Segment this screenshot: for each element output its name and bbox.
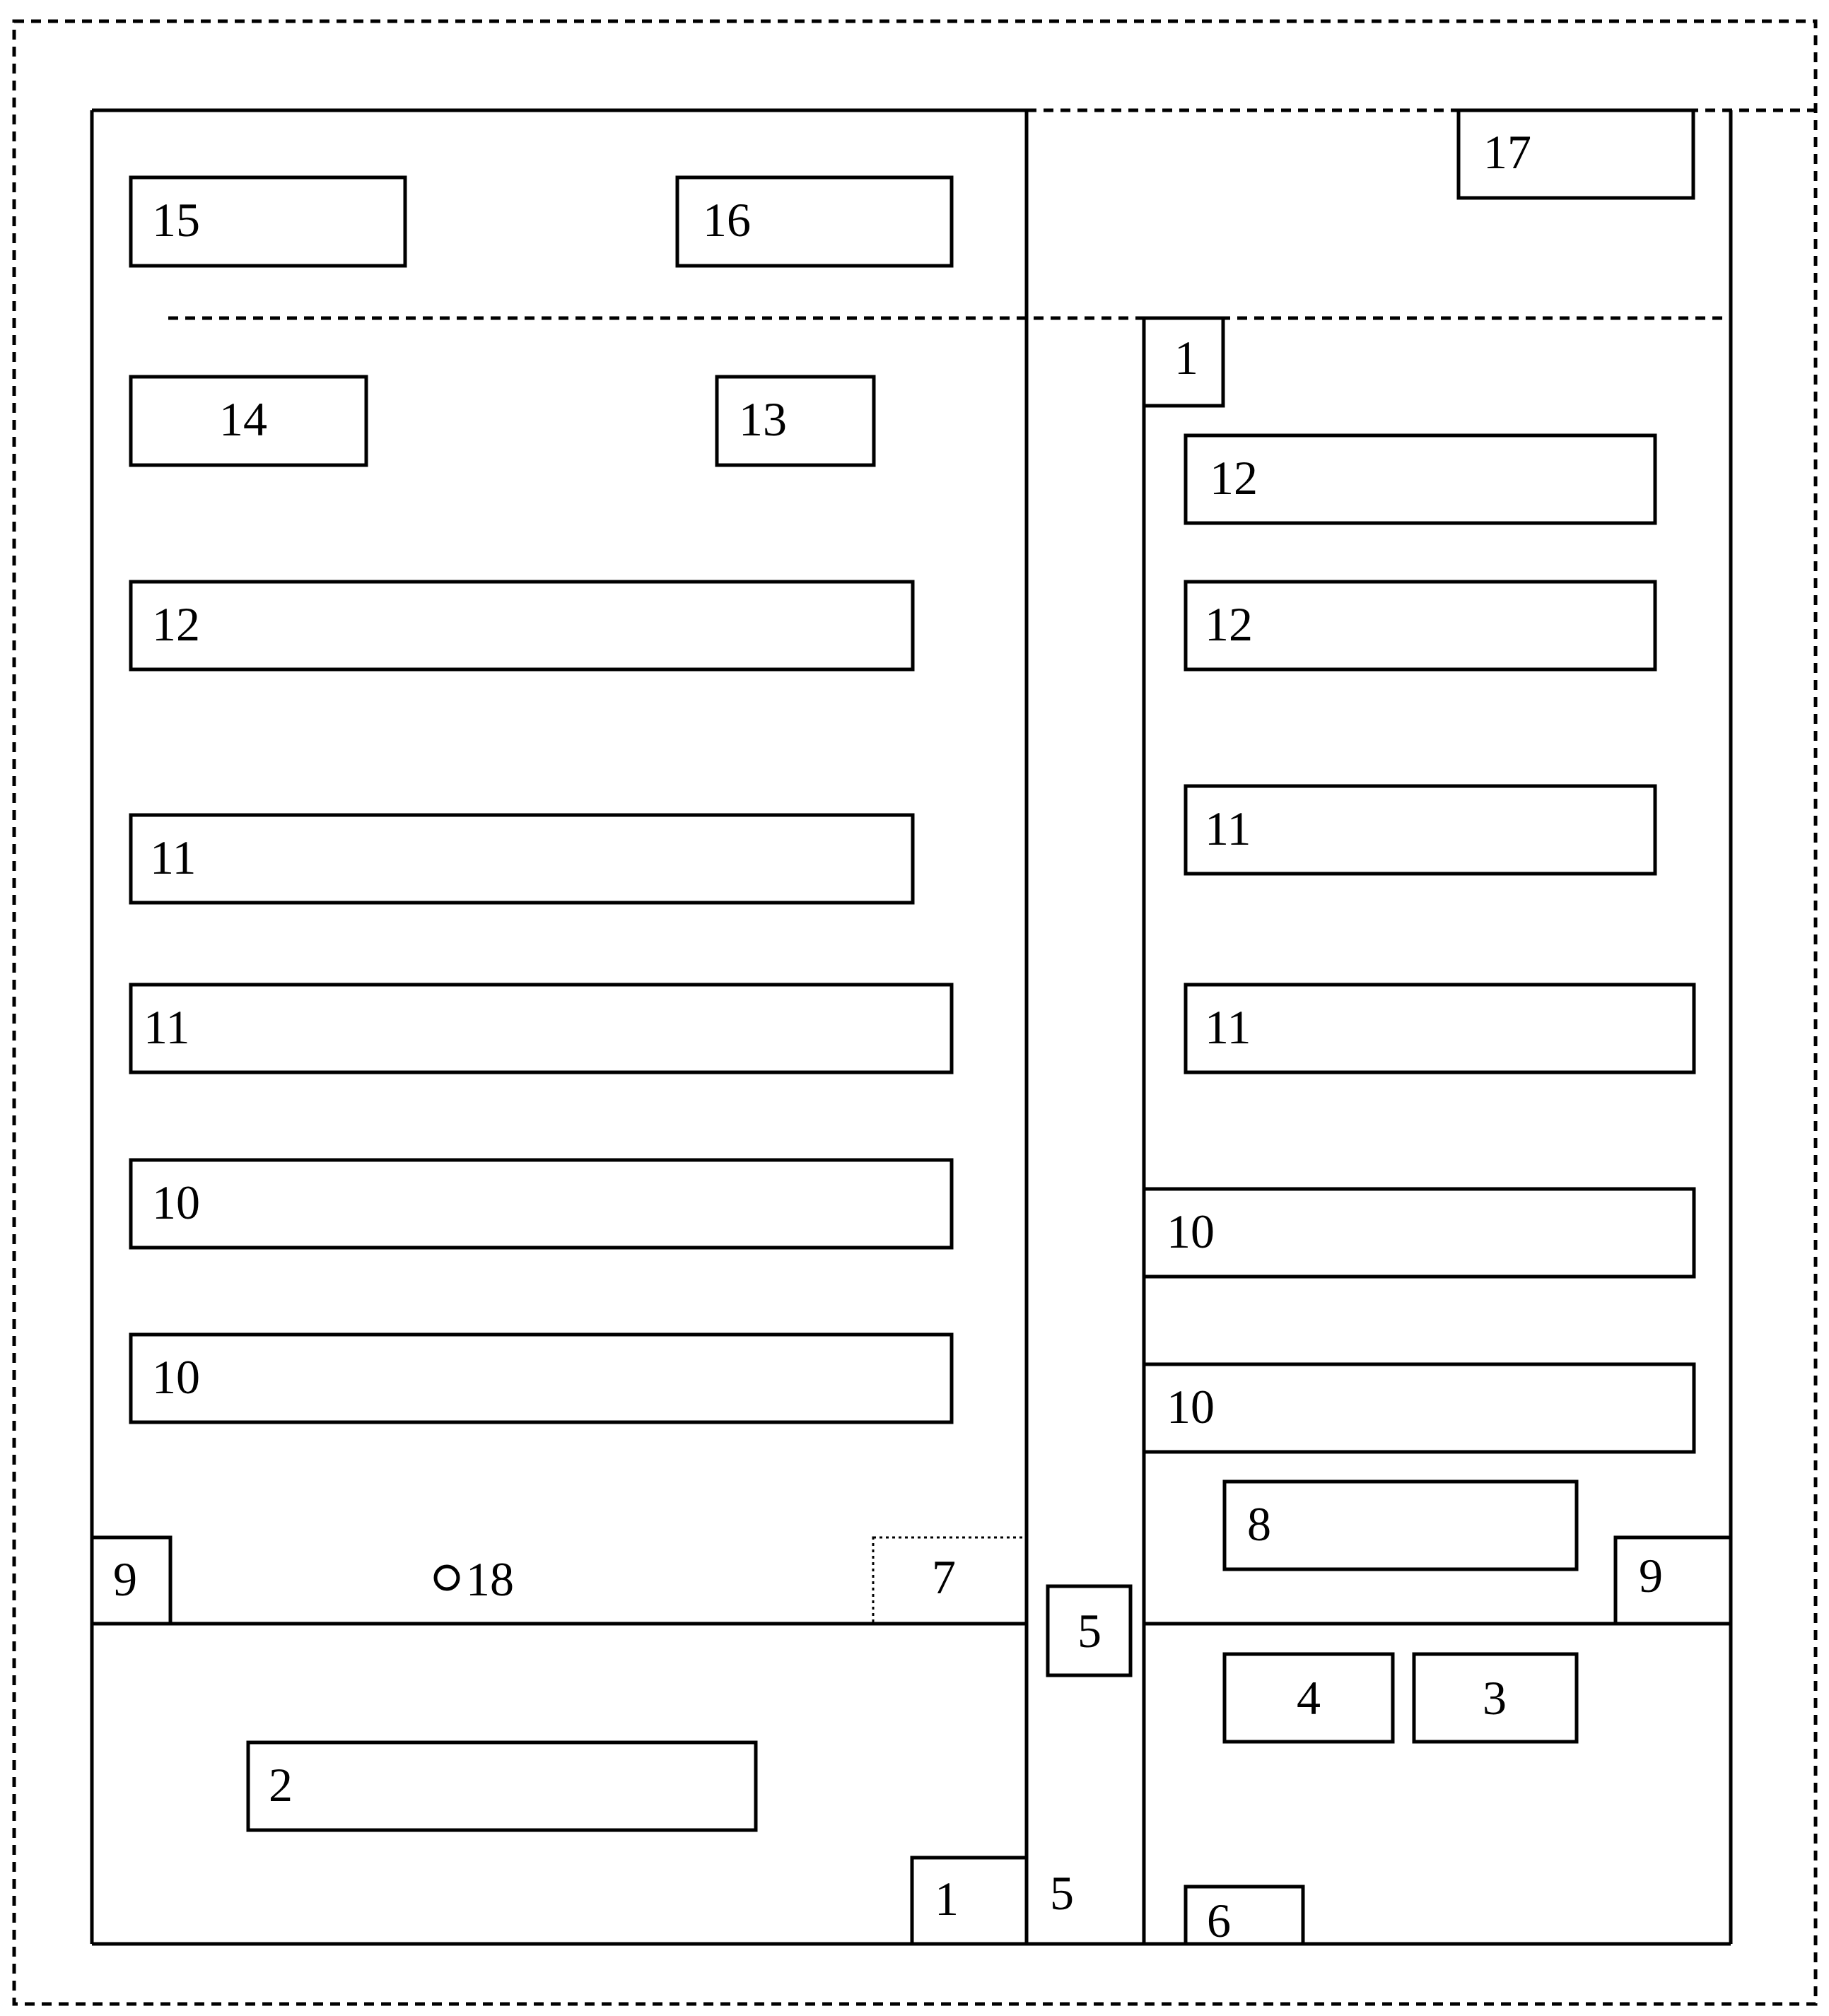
label-9-right: 9: [1639, 1549, 1663, 1602]
label-2: 2: [269, 1758, 293, 1812]
box-2: [248, 1742, 756, 1830]
label-17: 17: [1483, 125, 1531, 179]
box-6: [1186, 1887, 1303, 1944]
box-1-bottom: [912, 1858, 1027, 1944]
label-15: 15: [152, 193, 200, 247]
label-11-right-1: 11: [1205, 802, 1251, 855]
box-11-left-1: [131, 815, 913, 903]
label-11-right-2: 11: [1205, 1000, 1251, 1054]
label-3: 3: [1483, 1671, 1507, 1725]
label-10-right-2: 10: [1167, 1380, 1215, 1434]
label-12-right-2: 12: [1205, 597, 1253, 651]
label-10-left-2: 10: [152, 1350, 200, 1404]
box-10-right-1: [1144, 1189, 1694, 1277]
box-8: [1225, 1482, 1577, 1569]
label-1-top: 1: [1174, 331, 1198, 385]
label-5-text: 5: [1050, 1866, 1074, 1920]
box-10-left-1: [131, 1160, 952, 1248]
label-16: 16: [703, 193, 751, 247]
box-10-left-2: [131, 1335, 952, 1422]
label-14: 14: [219, 392, 267, 446]
label-11-left-1: 11: [150, 831, 197, 884]
box-12-right-2: [1186, 582, 1655, 669]
label-12-left: 12: [152, 597, 200, 651]
label-11-left-2: 11: [144, 1000, 190, 1054]
label-1-bottom: 1: [935, 1872, 959, 1926]
box-12-left: [131, 582, 913, 669]
label-10-left-1: 10: [152, 1176, 200, 1229]
box-10-right-2: [1144, 1364, 1694, 1452]
label-12-right-1: 12: [1210, 451, 1258, 505]
label-13: 13: [739, 392, 787, 446]
label-18: 18: [466, 1552, 514, 1606]
box-11-right-1: [1186, 786, 1655, 874]
label-7: 7: [932, 1550, 956, 1604]
label-6: 6: [1207, 1894, 1231, 1947]
label-10-right-1: 10: [1167, 1205, 1215, 1258]
label-8: 8: [1247, 1497, 1271, 1551]
box-9-right: [1615, 1537, 1731, 1624]
label-9-left: 9: [113, 1552, 137, 1606]
box-11-right-2: [1186, 985, 1694, 1072]
box-11-left-2: [131, 985, 952, 1072]
marker-18: [436, 1566, 458, 1589]
label-5-box: 5: [1077, 1604, 1102, 1658]
label-4: 4: [1297, 1671, 1321, 1725]
